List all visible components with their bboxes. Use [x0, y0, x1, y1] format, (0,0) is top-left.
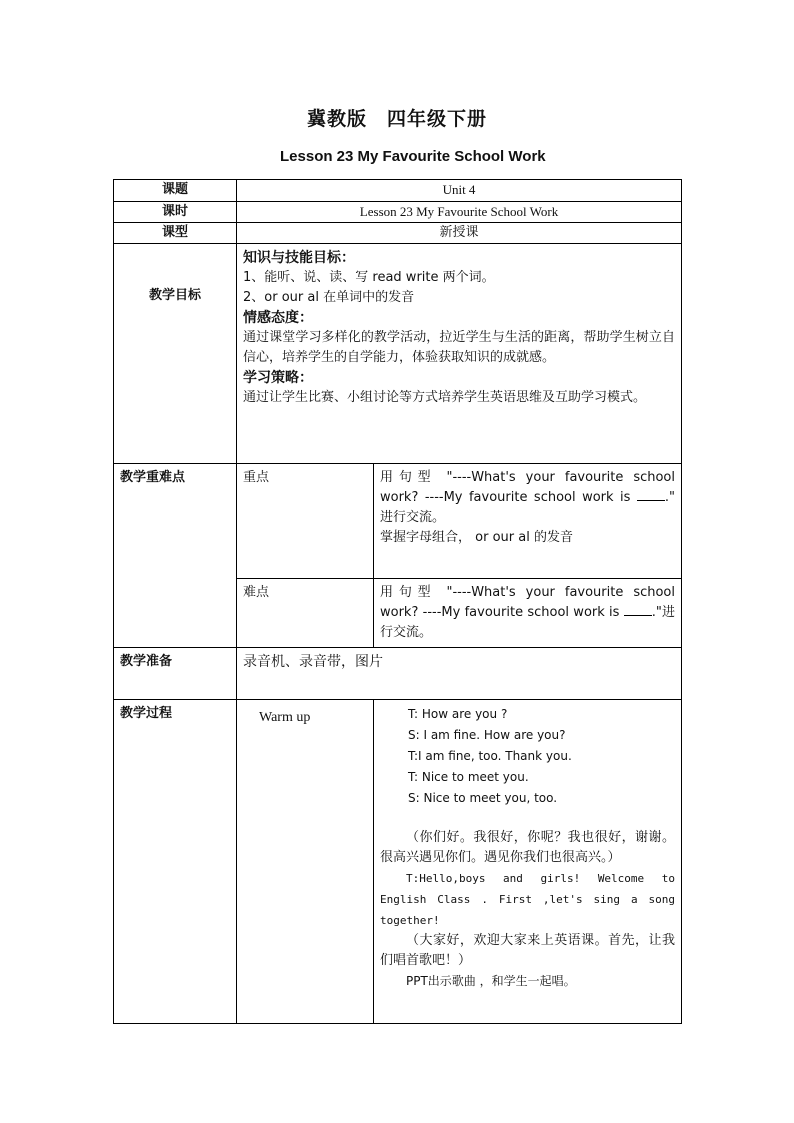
knowledge-heading: 知识与技能目标：	[243, 250, 355, 266]
focus-label: 重点	[237, 464, 374, 579]
table-row	[114, 244, 682, 464]
key-points-label: 教学重难点	[114, 464, 237, 648]
strategy-text: 通过让学生比赛、小组讨论等方式培养学生英语思维及互助学习模式。	[243, 390, 647, 405]
table-row	[114, 202, 682, 223]
translation-2: （大家好，欢迎大家来上英语课。首先，让我们唱首歌吧！）	[380, 933, 675, 968]
focus-line-1: 用句型 "----What's your favourite school work? ----My favourite school work is ." 进行交流。	[380, 470, 675, 525]
greeting-text: T:Hello,boys and girls! Welcome to English Class . First ,let's sing a song together!	[380, 872, 675, 927]
goals-label: 教学目标	[114, 244, 237, 464]
attitude-text: 通过课堂学习多样化的教学活动，拉近学生与生活的距离，帮助学生树立自信心，培养学生的自学能力，体验获取知识的成就感。	[243, 330, 675, 365]
dialogue-line: T:I am fine, too. Thank you.	[408, 749, 572, 763]
translation-1: （你们好。我很好，你呢？我也很好，谢谢。很高兴遇见你们。遇见你我们也很高兴。）	[380, 830, 675, 865]
difficulty-line-1: 用句型 "----What's your favourite school work? ----My favourite school work is ."进行交流。	[380, 585, 675, 640]
lesson-title: Lesson 23 My Favourite School Work	[280, 148, 546, 165]
knowledge-item-2: 2、or our al 在单词中的发音	[243, 290, 415, 305]
table-row	[114, 223, 682, 244]
goals-content	[237, 244, 682, 464]
table-row	[114, 648, 682, 700]
type-value: 新授课	[237, 223, 682, 244]
attitude-heading: 情感态度：	[243, 310, 313, 326]
process-stage: Warm up	[237, 700, 374, 1024]
process-label: 教学过程	[114, 700, 237, 1024]
focus-content	[374, 464, 682, 579]
lesson-plan-table	[113, 179, 682, 1024]
dialogue-line: S: I am fine. How are you?	[408, 728, 566, 742]
difficulty-label: 难点	[237, 579, 374, 648]
period-label: 课时	[114, 202, 237, 223]
dialogue-line: T: Nice to meet you.	[408, 770, 529, 784]
preparation-value: 录音机、录音带，图片	[237, 648, 682, 700]
knowledge-item-1: 1、能听、说、读、写 read write 两个词。	[243, 270, 495, 285]
dialogue-line: S: Nice to meet you, too.	[408, 791, 558, 805]
table-row	[114, 180, 682, 202]
topic-value: Unit 4	[237, 180, 682, 202]
difficulty-content	[374, 579, 682, 648]
type-label: 课型	[114, 223, 237, 244]
preparation-label: 教学准备	[114, 648, 237, 700]
dialogue-list	[380, 704, 675, 809]
dialogue-line: T: How are you ?	[408, 707, 508, 721]
topic-label: 课题	[114, 180, 237, 202]
table-row	[114, 700, 682, 1024]
period-value: Lesson 23 My Favourite School Work	[237, 202, 682, 223]
process-content	[374, 700, 682, 1024]
document-title: 冀教版 四年级下册	[306, 108, 487, 130]
ppt-note: PPT出示歌曲 ，和学生一起唱。	[406, 974, 576, 988]
strategy-heading: 学习策略：	[243, 370, 313, 386]
focus-line-2: 掌握字母组合， or our al 的发音	[380, 530, 573, 545]
table-row	[114, 464, 682, 579]
